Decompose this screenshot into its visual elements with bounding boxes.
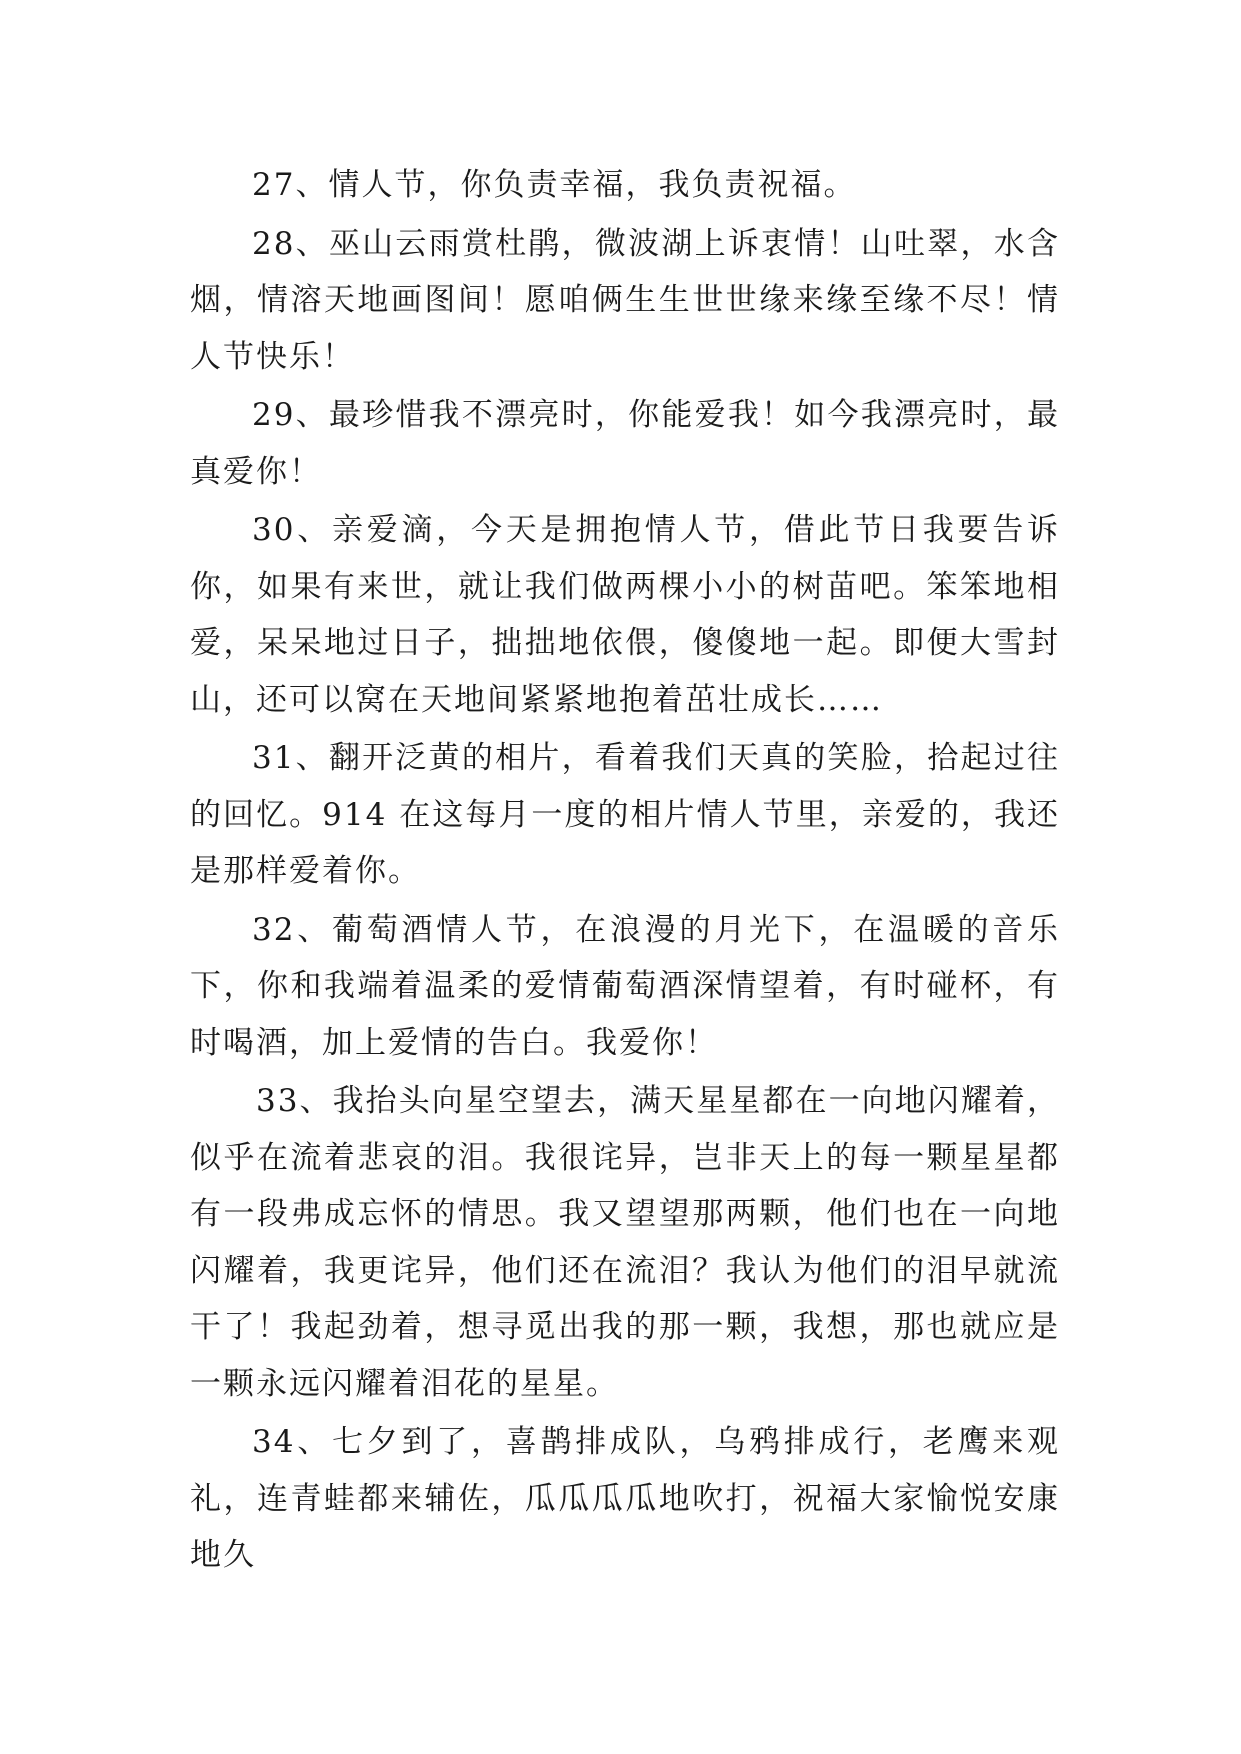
paragraph-33: 33、我抬头向星空望去，满天星星都在一向地闪耀着，似乎在流着悲哀的泪。我很诧异，岂非天上的每一颗星星都有一段弗成忘怀的情思。我又望望那两颗，他们也在一向地闪耀着，我更诧异，他们还在流泪？我认为他们的泪早就流干了！我起劲着，想寻觅出我的那一颗，我想，那也就应是一颗永远闪耀着泪花的星星。 xyxy=(190,1083,1060,1402)
paragraph-31: 31、翻开泛黄的相片，看着我们天真的笑脸，拾起过往的回忆。914 在这每月一度的相片情人节里，亲爱的，我还是那样爱着你。 xyxy=(190,740,1060,889)
paragraph-27: 27、情人节，你负责幸福，我负责祝福。 xyxy=(252,167,857,203)
paragraph-34: 34、七夕到了，喜鹊排成队，乌鸦排成行，老鹰来观礼，连青蛙都来辅佐，瓜瓜瓜瓜地吹打，祝福大家愉悦安康地久 xyxy=(190,1424,1060,1573)
paragraph-30: 30、亲爱滴，今天是拥抱情人节，借此节日我要告诉你，如果有来世，就让我们做两棵小小的树苗吧。笨笨地相爱，呆呆地过日子，拙拙地依偎，傻傻地一起。即便大雪封山，还可以窝在天地间紧紧地抱着茁壮成长…… xyxy=(190,512,1060,718)
document-body xyxy=(190,157,1060,1586)
paragraph-32: 32、葡萄酒情人节，在浪漫的月光下，在温暖的音乐下，你和我端着温柔的爱情葡萄酒深情望着，有时碰杯，有时喝酒，加上爱情的告白。我爱你！ xyxy=(190,911,1060,1061)
paragraph-29: 29、最珍惜我不漂亮时，你能爱我！如今我漂亮时，最真爱你！ xyxy=(190,397,1060,490)
paragraph-28: 28、巫山云雨赏杜鹃，微波湖上诉衷情！山吐翠，水含烟，情溶天地画图间！愿咱俩生生世世缘来缘至缘不尽！情人节快乐！ xyxy=(190,225,1060,375)
